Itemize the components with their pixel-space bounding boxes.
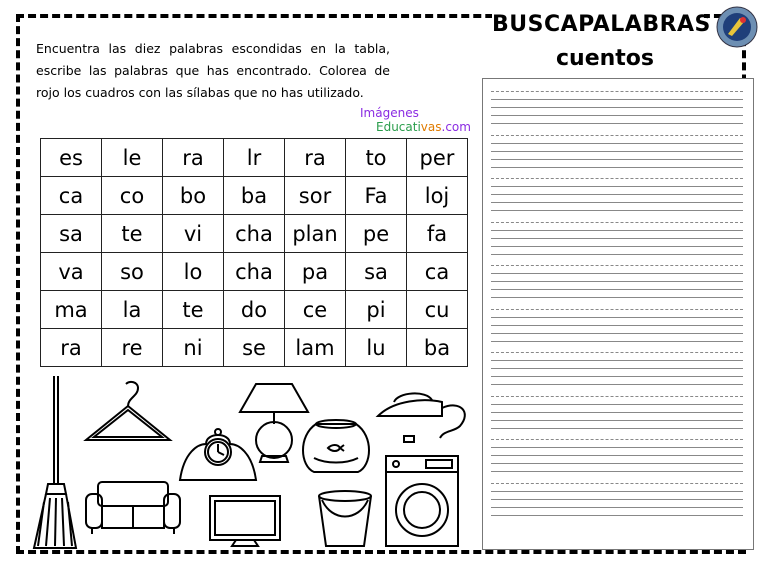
grid-cell[interactable]: ni [163, 329, 224, 367]
grid-cell[interactable]: ma [41, 291, 102, 329]
answer-line[interactable] [491, 91, 743, 131]
grid-cell[interactable]: do [224, 291, 285, 329]
page-subtitle: cuentos [555, 46, 654, 71]
grid-cell[interactable]: re [102, 329, 163, 367]
grid-cell[interactable]: pa [285, 253, 346, 291]
grid-cell[interactable]: vi [163, 215, 224, 253]
grid-row [41, 139, 468, 177]
grid-cell[interactable]: sor [285, 177, 346, 215]
grid-cell[interactable]: ra [285, 139, 346, 177]
bucket-icon [314, 488, 376, 550]
grid-cell[interactable]: so [102, 253, 163, 291]
watermark-part-c: .com [441, 120, 471, 134]
grid-cell[interactable]: co [102, 177, 163, 215]
grid-cell[interactable]: ra [163, 139, 224, 177]
instructions-text: Encuentra las diez palabras escondidas en la tabla, escribe las palabras que has encontrado. Colorea de rojo los cuadros con las sílabas que no has utilizado. [36, 41, 390, 100]
grid-cell[interactable]: to [346, 139, 407, 177]
grid-cell[interactable]: ca [41, 177, 102, 215]
grid-row [41, 291, 468, 329]
grid-cell[interactable]: lam [285, 329, 346, 367]
answer-line[interactable] [491, 352, 743, 392]
grid-cell[interactable]: lo [163, 253, 224, 291]
grid-cell[interactable]: ba [407, 329, 468, 367]
watermark-line1: Imágenes [360, 106, 419, 120]
washing-machine-icon [382, 452, 462, 550]
answer-line[interactable] [491, 483, 743, 523]
grid-cell[interactable]: sa [41, 215, 102, 253]
grid-cell[interactable]: pi [346, 291, 407, 329]
grid-cell[interactable]: bo [163, 177, 224, 215]
grid-row [41, 177, 468, 215]
grid-cell[interactable]: loj [407, 177, 468, 215]
grid-cell[interactable]: fa [407, 215, 468, 253]
grid-cell[interactable]: Fa [346, 177, 407, 215]
grid-cell[interactable]: ce [285, 291, 346, 329]
grid-row [41, 329, 468, 367]
logo-icon [716, 6, 758, 48]
grid-cell[interactable]: ba [224, 177, 285, 215]
answer-line[interactable] [491, 439, 743, 479]
hanger-icon [82, 380, 174, 452]
answer-line[interactable] [491, 309, 743, 349]
grid-cell[interactable]: per [407, 139, 468, 177]
watermark-part-b: vas [420, 120, 442, 134]
grid-row [41, 215, 468, 253]
watermark-line2 [376, 120, 471, 134]
answer-line[interactable] [491, 396, 743, 436]
grid-cell[interactable]: te [102, 215, 163, 253]
grid-cell[interactable]: cha [224, 215, 285, 253]
grid-cell[interactable]: cu [407, 291, 468, 329]
grid-cell[interactable]: ra [41, 329, 102, 367]
grid-cell[interactable]: lr [224, 139, 285, 177]
tv-icon [206, 492, 284, 550]
grid-cell[interactable]: lu [346, 329, 407, 367]
watermark [360, 106, 471, 134]
fishbowl-icon [300, 418, 372, 476]
grid-cell[interactable]: ca [407, 253, 468, 291]
grid-cell[interactable]: le [102, 139, 163, 177]
grid-row [41, 253, 468, 291]
answer-area [482, 78, 754, 550]
grid-cell[interactable]: la [102, 291, 163, 329]
broom-icon [30, 372, 80, 552]
grid-cell[interactable]: cha [224, 253, 285, 291]
grid-cell[interactable]: plan [285, 215, 346, 253]
page-title: BUSCAPALABRAS [492, 8, 704, 42]
grid-cell[interactable]: pe [346, 215, 407, 253]
grid-cell[interactable]: se [224, 329, 285, 367]
watermark-part-a: Educati [376, 120, 421, 134]
grid-cell[interactable]: sa [346, 253, 407, 291]
grid-cell[interactable]: va [41, 253, 102, 291]
answer-line[interactable] [491, 178, 743, 218]
sofa-icon [82, 476, 184, 538]
iron-icon [374, 386, 474, 446]
answer-line[interactable] [491, 265, 743, 305]
grid-cell[interactable]: es [41, 139, 102, 177]
answer-line[interactable] [491, 222, 743, 262]
answer-line[interactable] [491, 135, 743, 175]
grid-cell[interactable]: te [163, 291, 224, 329]
syllable-grid [40, 138, 468, 367]
